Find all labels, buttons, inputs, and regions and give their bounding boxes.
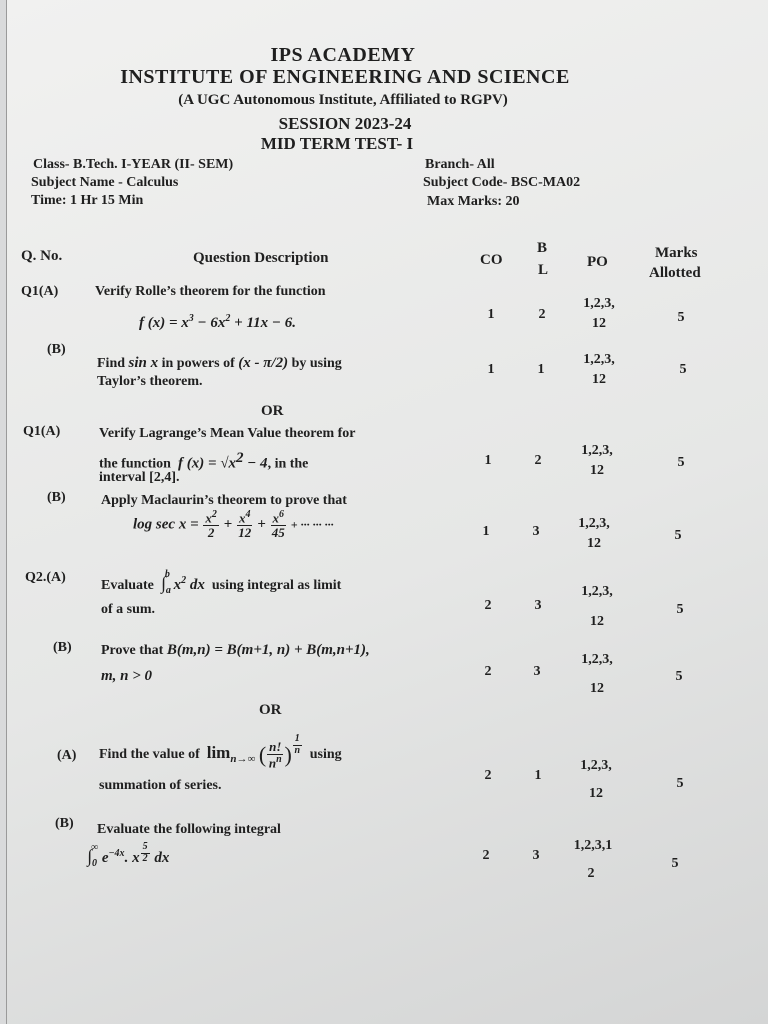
session: SESSION 2023-24 [278,114,412,133]
marks-value: 5 [676,776,684,791]
test-name: MID TERM TEST- I [260,134,414,153]
col-bl-bottom: L [538,262,549,278]
co-value: 1 [487,307,495,322]
question-label: (B) [55,816,74,831]
bl-value: 3 [534,598,542,613]
po-value-cont: 12 [589,786,603,801]
class-info: Class- B.Tech. I-YEAR (II- SEM) [33,157,234,172]
max-marks: Max Marks: 20 [427,194,520,209]
co-value: 2 [484,664,492,679]
co-value: 2 [484,598,492,613]
po-value: 1,2,3, [581,443,613,458]
co-value: 1 [487,362,495,377]
bl-value: 3 [532,848,540,863]
question-label: (B) [47,342,66,357]
marks-value: 5 [674,528,682,543]
question-text: Evaluate the following integral [97,822,281,837]
po-value-cont: 12 [590,463,604,478]
po-value-cont: 12 [592,316,606,331]
maclaurin-series: log sec x = $\frac{x^2}{2}$ + $\frac{x^4}{12}$ + $\frac{x^6}{45}$ + ··· ··· ··· [133,509,334,540]
question-text: Prove that B(m,n) = B(m+1, n) + B(m,n+1), [101,642,370,658]
question-text: Apply Maclaurin’s theorem to prove that [101,493,347,508]
rolle-function: f $(x) = x^3 - 6x^2 + 11x - 6$. [139,313,296,331]
marks-value: 5 [677,310,685,325]
marks-value: 5 [679,362,687,377]
bl-value: 3 [533,664,541,679]
po-value: 1,2,3, [580,758,612,773]
question-text-cont: the function f $(x) = √x^2 - 4$, in the [99,450,309,472]
institute-name: INSTITUTE OF ENGINEERING AND SCIENCE [120,66,570,88]
col-bl-top: B [537,240,548,256]
question-label: Q2.(A) [25,570,66,585]
co-value: 2 [482,848,490,863]
col-marks-top: Marks [655,245,698,261]
bl-value: 3 [532,524,540,539]
po-value-cont: 12 [592,372,606,387]
subject-code: Subject Code- BSC-MA02 [423,175,581,190]
question-text: Find sin x in powers of (x - π/2) by using [97,355,342,371]
question-label: (B) [53,640,72,655]
question-label: Q1(A) [21,284,59,299]
marks-value: 5 [671,856,679,871]
po-value: 1,2,3, [583,296,615,311]
branch-info: Branch- All [425,157,495,172]
question-text: Verify Lagrange’s Mean Value theorem for [99,426,356,441]
bl-value: 2 [538,307,546,322]
po-value: 1,2,3, [581,652,613,667]
co-value: 1 [484,453,492,468]
po-value-cont: 12 [590,681,604,696]
question-text: Evaluate $\int_a^b$ $x^2$ dx using integral as limit [101,569,342,596]
exam-paper [6,0,768,1024]
time-info: Time: 1 Hr 15 Min [31,193,144,208]
affiliation: (A UGC Autonomous Institute, Affiliated to RGPV) [178,92,508,108]
or-separator: OR [261,403,284,419]
po-value-cont: 12 [590,614,604,629]
subject-name: Subject Name - Calculus [31,175,179,190]
question-label: (B) [47,490,66,505]
question-text: Verify Rolle’s theorem for the function [95,284,326,299]
col-description: Question Description [193,250,329,266]
co-value: 2 [484,768,492,783]
question-text-cont: of a sum. [101,602,156,617]
co-value: 1 [482,524,490,539]
po-value-cont: 2 [587,866,595,881]
question-text: Find the value of $\lim_{n\to\infty}$ ( $\frac{n!}{n^n}$ ) $\frac{1}{n}$ using [99,733,342,770]
col-po: PO [587,254,608,270]
or-separator: OR [259,702,282,718]
question-text-cont: m, n > 0 [101,668,153,684]
bl-value: 1 [534,768,542,783]
question-text-cont: summation of series. [99,778,222,793]
po-value-cont: 12 [587,536,601,551]
marks-value: 5 [675,669,683,684]
bl-value: 2 [534,453,542,468]
col-qno: Q. No. [21,248,63,264]
academy-name: IPS ACADEMY [270,44,416,66]
po-value: 1,2,3,1 [573,838,613,853]
question-text-cont: Taylor’s theorem. [97,374,203,389]
marks-value: 5 [677,455,685,470]
marks-value: 5 [676,602,684,617]
question-label: Q1(A) [23,424,61,439]
gamma-integral: $\int_0^\infty$ $e^{-4x}$. x $\frac{5}{2}$ dx [87,841,170,869]
po-value: 1,2,3, [581,584,613,599]
col-marks-bottom: Allotted [649,265,701,281]
question-text-cont: interval [2,4]. [99,470,180,485]
col-co: CO [480,252,503,268]
po-value: 1,2,3, [578,516,610,531]
bl-value: 1 [537,362,545,377]
po-value: 1,2,3, [583,352,615,367]
question-label: (A) [57,748,77,763]
